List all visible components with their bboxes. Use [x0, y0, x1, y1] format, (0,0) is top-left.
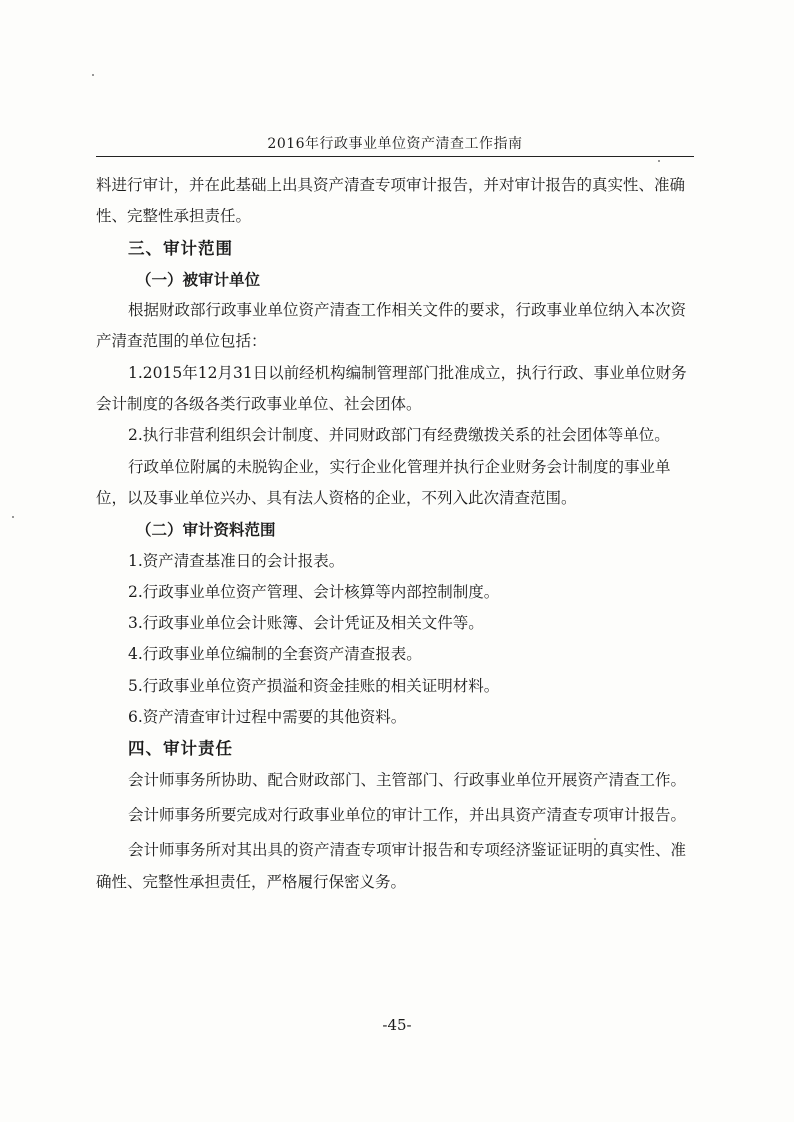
section-heading-audit-responsibility: 四、审计责任 [128, 739, 233, 759]
subsection-heading-audited-units: （一）被审计单位 [136, 269, 261, 289]
paragraph: 行政单位附属的未脱钩企业，实行企业化管理并执行企业财务会计制度的事业单位，以及事业单位兴办、具有法人资格的企业，不列入此次清查范围。 [96, 457, 671, 507]
scan-speck [92, 74, 94, 76]
running-header: 2016年行政事业单位资产清查工作指南 [267, 136, 523, 152]
paragraph: 会计师事务所要完成对行政事业单位的审计工作，并出具资产清查专项审计报告。 [128, 805, 687, 824]
scan-speck [658, 160, 660, 162]
section-heading-audit-scope: 三、审计范围 [128, 238, 233, 258]
subsection-heading-audit-materials: （二）审计资料范围 [136, 520, 276, 540]
page-number: -45- [382, 1016, 412, 1034]
list-item: 4.行政事业单位编制的全套资产清查报表。 [128, 645, 422, 664]
list-item: 2.执行非营利组织会计制度、并同财政部门有经费缴拨关系的社会团体等单位。 [128, 426, 670, 445]
list-item: 2.行政事业单位资产管理、会计核算等内部控制制度。 [128, 582, 500, 601]
list-item: 6.资产清查审计过程中需要的其他资料。 [128, 708, 407, 727]
header-rule [96, 156, 694, 157]
list-item: 1.2015年12月31日以前经机构编制管理部门批准成立，执行行政、事业单位财务会计制度的各级各类行政事业单位、社会团体。 [96, 363, 687, 414]
paragraph: 根据财政部行政事业单位资产清查工作相关文件的要求，行政事业单位纳入本次资产清查范围的单位包括： [96, 301, 687, 351]
scan-speck [594, 838, 596, 840]
paragraph: 会计师事务所协助、配合财政部门、主管部门、行政事业单位开展资产清查工作。 [128, 770, 687, 789]
paragraph: 会计师事务所对其出具的资产清查专项审计报告和专项经济鉴证证明的真实性、准确性、完整性承担责任，严格履行保密义务。 [96, 841, 687, 891]
document-body [96, 170, 694, 898]
scan-speck [12, 516, 14, 518]
list-item: 1.资产清查基准日的会计报表。 [128, 551, 345, 570]
list-item: 3.行政事业单位会计账簿、会计凭证及相关文件等。 [128, 614, 484, 633]
list-item: 5.行政事业单位资产损溢和资金挂账的相关证明材料。 [128, 676, 500, 695]
paragraph-continuation: 料进行审计，并在此基础上出具资产清查专项审计报告，并对审计报告的真实性、准确性、完整性承担责任。 [96, 176, 686, 226]
